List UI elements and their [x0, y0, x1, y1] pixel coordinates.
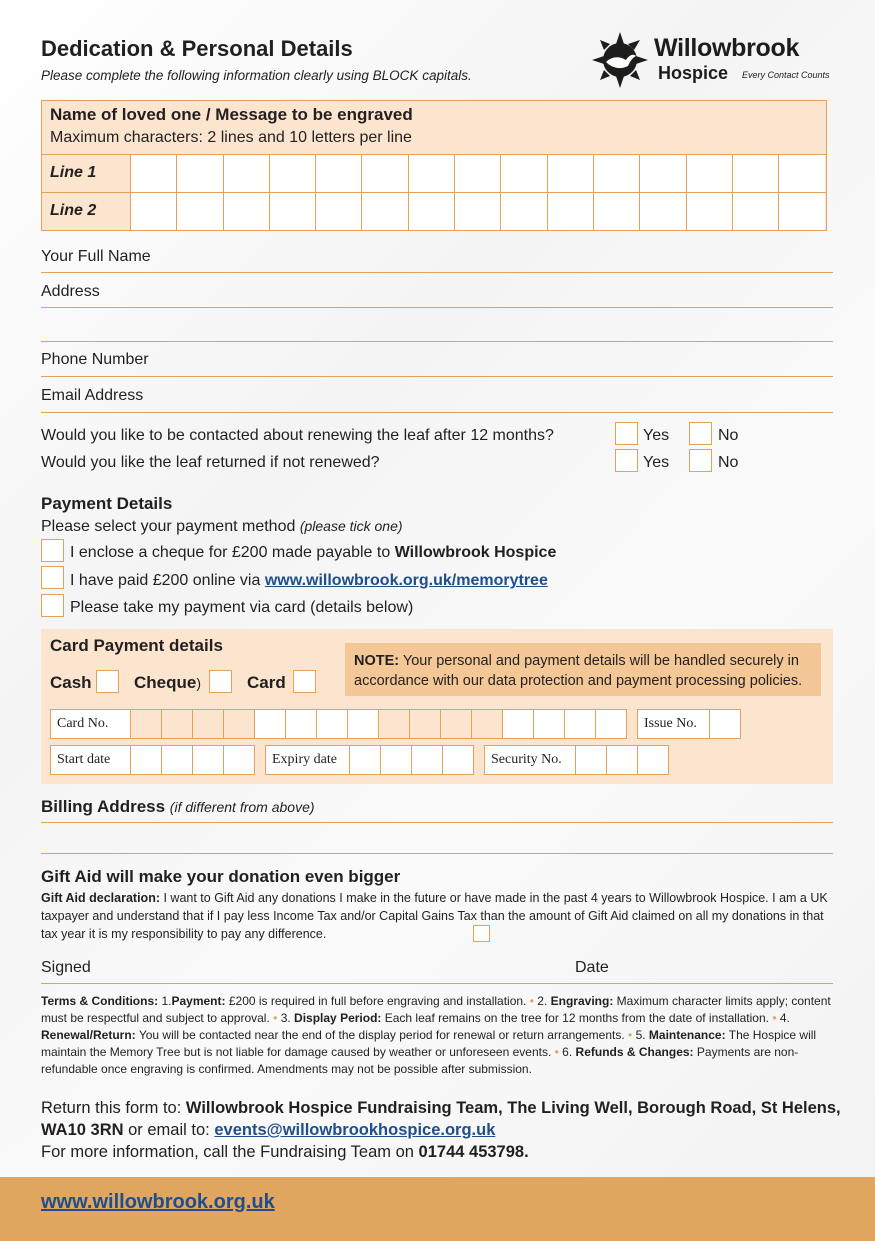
- letter-box[interactable]: [733, 155, 779, 192]
- card-digit-box[interactable]: [224, 709, 255, 739]
- term-2-text: Maximum character limits apply; content must be respectful and subject to approval.: [41, 994, 831, 1025]
- start-date-field[interactable]: [50, 745, 255, 775]
- card-digit-box[interactable]: [193, 709, 224, 739]
- card-digit-box[interactable]: [441, 709, 472, 739]
- letter-box[interactable]: [548, 155, 594, 192]
- gift-aid-heading: Gift Aid will make your donation even bigger: [41, 867, 401, 886]
- security-digit-box[interactable]: [607, 745, 638, 775]
- data-protection-note: [345, 643, 821, 696]
- term-2-label: Engraving:: [550, 994, 614, 1008]
- letter-box[interactable]: [131, 193, 177, 230]
- letter-box[interactable]: [455, 193, 501, 230]
- letter-box[interactable]: [409, 193, 455, 230]
- term-4-text: You will be contacted near the end of the display period for renewal or return arrangements.: [138, 1028, 625, 1042]
- card-digit-box[interactable]: [317, 709, 348, 739]
- cheque-checkbox[interactable]: [209, 670, 232, 693]
- bullet-icon: •: [529, 994, 534, 1008]
- letter-box[interactable]: [270, 155, 316, 192]
- letter-box[interactable]: [455, 155, 501, 192]
- signature-line[interactable]: [41, 983, 833, 984]
- term-1-number: 1.: [161, 994, 172, 1008]
- return-question: Would you like the leaf returned if not renewed?: [41, 454, 380, 471]
- cheque-label-text: Cheque: [134, 673, 197, 692]
- date-label: Date: [575, 959, 609, 976]
- full-name-label: Your Full Name: [41, 248, 151, 265]
- card-digit-box[interactable]: [534, 709, 565, 739]
- renew-no-checkbox[interactable]: [689, 422, 712, 445]
- payment-heading: Payment Details: [41, 494, 173, 513]
- letter-box[interactable]: [316, 193, 362, 230]
- return-info: [41, 1097, 841, 1163]
- card-digit-box[interactable]: [503, 709, 534, 739]
- willowbrook-logo: [590, 30, 840, 92]
- expiry-date-label: Expiry date: [265, 745, 350, 775]
- term-6-label: Refunds & Changes:: [575, 1045, 694, 1059]
- cheque-option-text: I enclose a cheque for £200 made payable to: [70, 544, 391, 561]
- term-4-label: Renewal/Return:: [41, 1028, 136, 1042]
- term-3-text: Each leaf remains on the tree for 12 months from the date of installation.: [384, 1011, 769, 1025]
- expiry-date-digit-box[interactable]: [381, 745, 412, 775]
- letter-box[interactable]: [131, 155, 177, 192]
- letter-box[interactable]: [594, 193, 640, 230]
- card-digit-box[interactable]: [131, 709, 162, 739]
- logo-tagline: Every Contact Counts: [742, 70, 830, 80]
- term-4-number: 4.: [779, 1011, 790, 1025]
- sun-bird-logo-icon: [590, 30, 650, 90]
- card-label: Card: [247, 673, 286, 692]
- full-name-field[interactable]: [41, 272, 833, 273]
- issue-number-label: Issue No.: [637, 709, 710, 739]
- line-2-label: Line 2: [42, 193, 131, 230]
- footer-bar: [0, 1177, 875, 1241]
- letter-box[interactable]: [177, 155, 223, 192]
- engraving-subheading: Maximum characters: 2 lines and 10 letters per line: [50, 129, 412, 146]
- letter-box[interactable]: [316, 155, 362, 192]
- letter-box[interactable]: [779, 155, 825, 192]
- cheque-label: [134, 673, 201, 693]
- bullet-icon: •: [273, 1011, 278, 1025]
- letter-box[interactable]: [640, 155, 686, 192]
- card-digit-box[interactable]: [565, 709, 596, 739]
- gift-aid-declaration: [41, 889, 836, 943]
- term-2-number: 2.: [537, 994, 548, 1008]
- return-no-checkbox[interactable]: [689, 449, 712, 472]
- gift-aid-checkbox[interactable]: [473, 925, 490, 942]
- card-option-checkbox[interactable]: [41, 594, 64, 617]
- engraving-heading: Name of loved one / Message to be engraved: [50, 105, 413, 124]
- cash-label: Cash: [50, 673, 92, 692]
- letter-box[interactable]: [362, 193, 408, 230]
- card-digit-box[interactable]: [348, 709, 379, 739]
- card-digit-box[interactable]: [255, 709, 286, 739]
- phone-label: Phone Number: [41, 351, 149, 368]
- letter-box[interactable]: [501, 155, 547, 192]
- online-option-label: [70, 572, 548, 590]
- term-5-label: Maintenance:: [648, 1028, 726, 1042]
- cheque-option-label: [70, 544, 556, 562]
- billing-address-label: [41, 797, 315, 817]
- address-field-line-2[interactable]: [41, 341, 833, 342]
- renew-yes-checkbox[interactable]: [615, 422, 638, 445]
- expiry-date-digit-box[interactable]: [412, 745, 443, 775]
- issue-number-field[interactable]: [637, 709, 741, 739]
- letter-box[interactable]: [224, 193, 270, 230]
- issue-digit-box[interactable]: [710, 709, 741, 739]
- card-digit-box[interactable]: [596, 709, 627, 739]
- billing-heading: Billing Address: [41, 797, 166, 816]
- term-1-text: £200 is required in full before engraving and installation.: [228, 994, 527, 1008]
- logo-subname: Hospice: [658, 63, 729, 83]
- email-label: Email Address: [41, 387, 144, 404]
- online-option-text: I have paid £200 online via: [70, 572, 261, 589]
- start-date-label: Start date: [50, 745, 131, 775]
- engraving-line-1-row: [42, 154, 826, 192]
- events-email-link[interactable]: events@willowbrookhospice.org.uk: [214, 1121, 496, 1139]
- bullet-icon: •: [628, 1028, 633, 1042]
- note-label: NOTE:: [354, 653, 400, 669]
- cheque-payee: Willowbrook Hospice: [394, 544, 557, 561]
- address-field[interactable]: [41, 307, 833, 308]
- phone-field[interactable]: [41, 376, 833, 377]
- start-date-digit-box[interactable]: [131, 745, 162, 775]
- letter-box[interactable]: [501, 193, 547, 230]
- letter-box[interactable]: [779, 193, 825, 230]
- payment-instruction-note: (please tick one): [299, 518, 403, 534]
- security-number-field[interactable]: [484, 745, 669, 775]
- start-date-digit-box[interactable]: [193, 745, 224, 775]
- card-digit-box[interactable]: [379, 709, 410, 739]
- card-digit-box[interactable]: [410, 709, 441, 739]
- renew-question: Would you like to be contacted about renewing the leaf after 12 months?: [41, 427, 554, 444]
- gift-aid-declaration-text: I want to Gift Aid any donations I make in the future or have made in the past 4 years to Willowbrook Hospice. I am a UK taxpayer and understand that if I pay less Income Tax and/or Capital Gains Tax than the amount of Gift Aid claimed on all my donations in that tax year it is my responsibility to pay any difference.: [41, 891, 828, 941]
- page-title: Dedication & Personal Details: [41, 36, 353, 61]
- engraving-line-2-row: [42, 192, 826, 230]
- letter-box[interactable]: [548, 193, 594, 230]
- fundraising-phone: 01744 453798.: [418, 1143, 529, 1161]
- page-subtitle: Please complete the following information clearly using BLOCK capitals.: [41, 68, 472, 83]
- letter-box[interactable]: [409, 155, 455, 192]
- bullet-icon: •: [554, 1045, 559, 1059]
- phone-prefix: For more information, call the Fundraising Team on: [41, 1143, 414, 1161]
- online-option-checkbox[interactable]: [41, 566, 64, 589]
- card-digit-box[interactable]: [472, 709, 503, 739]
- letter-box[interactable]: [270, 193, 316, 230]
- card-digit-box[interactable]: [162, 709, 193, 739]
- billing-note: (if different from above): [169, 799, 315, 815]
- term-3-number: 3.: [280, 1011, 291, 1025]
- payment-instruction: [41, 518, 403, 536]
- security-number-label: Security No.: [484, 745, 576, 775]
- renew-no-label: No: [718, 427, 739, 444]
- return-address: Willowbrook Hospice Fundraising Team, The Living Well, Borough Road, St Helens, WA10 3RN: [41, 1099, 841, 1139]
- card-checkbox[interactable]: [293, 670, 316, 693]
- memorytree-link[interactable]: www.willowbrook.org.uk/memorytree: [264, 572, 548, 589]
- website-link[interactable]: www.willowbrook.org.uk: [41, 1191, 275, 1213]
- return-yes-checkbox[interactable]: [615, 449, 638, 472]
- terms-label: Terms & Conditions:: [41, 994, 159, 1008]
- start-date-digit-box[interactable]: [224, 745, 255, 775]
- card-number-label: Card No.: [50, 709, 131, 739]
- line-1-label: Line 1: [42, 155, 131, 192]
- return-prefix: Return this form to:: [41, 1099, 182, 1117]
- card-number-field[interactable]: [50, 709, 627, 739]
- note-text: Your personal and payment details will be handled securely in accordance with our data protection and payment processing policies.: [354, 653, 803, 689]
- return-yes-label: Yes: [643, 454, 670, 471]
- cash-checkbox[interactable]: [96, 670, 119, 693]
- terms-and-conditions: [41, 993, 835, 1078]
- logo-name: Willowbrook: [654, 34, 800, 62]
- letter-box[interactable]: [640, 193, 686, 230]
- card-option-label: Please take my payment via card (details below): [70, 599, 414, 616]
- engraving-table: [41, 100, 827, 231]
- billing-address-field-line-2[interactable]: [41, 853, 833, 854]
- term-3-label: Display Period:: [294, 1011, 382, 1025]
- letter-box[interactable]: [362, 155, 408, 192]
- expiry-date-field[interactable]: [265, 745, 474, 775]
- address-label: Address: [41, 283, 100, 300]
- security-digit-box[interactable]: [638, 745, 669, 775]
- bullet-icon: •: [772, 1011, 777, 1025]
- signed-label: Signed: [41, 959, 91, 976]
- letter-box[interactable]: [594, 155, 640, 192]
- renew-yes-label: Yes: [643, 427, 670, 444]
- billing-address-field[interactable]: [41, 822, 833, 823]
- email-field[interactable]: [41, 412, 833, 413]
- letter-box[interactable]: [733, 193, 779, 230]
- term-1-label: Payment:: [171, 994, 226, 1008]
- letter-box[interactable]: [177, 193, 223, 230]
- expiry-date-digit-box[interactable]: [443, 745, 474, 775]
- security-digit-box[interactable]: [576, 745, 607, 775]
- letter-box[interactable]: [687, 193, 733, 230]
- gift-aid-declaration-label: Gift Aid declaration:: [41, 891, 160, 905]
- term-5-number: 5.: [635, 1028, 646, 1042]
- start-date-digit-box[interactable]: [162, 745, 193, 775]
- card-digit-box[interactable]: [286, 709, 317, 739]
- card-payment-heading: Card Payment details: [50, 636, 223, 655]
- term-5-text: The Hospice will maintain the Memory Tree but is not liable for damage caused by weather or unforeseen events.: [41, 1028, 817, 1059]
- expiry-date-digit-box[interactable]: [350, 745, 381, 775]
- letter-box[interactable]: [224, 155, 270, 192]
- cheque-option-checkbox[interactable]: [41, 539, 64, 562]
- term-6-text: Payments are non-refundable once engraving is confirmed. Amendments may not be possible after submission.: [41, 1045, 799, 1076]
- letter-box[interactable]: [687, 155, 733, 192]
- email-prefix: or email to:: [128, 1121, 210, 1139]
- term-6-number: 6.: [562, 1045, 573, 1059]
- return-no-label: No: [718, 454, 739, 471]
- cheque-label-suffix: ): [196, 675, 202, 691]
- payment-instruction-text: Please select your payment method: [41, 518, 296, 535]
